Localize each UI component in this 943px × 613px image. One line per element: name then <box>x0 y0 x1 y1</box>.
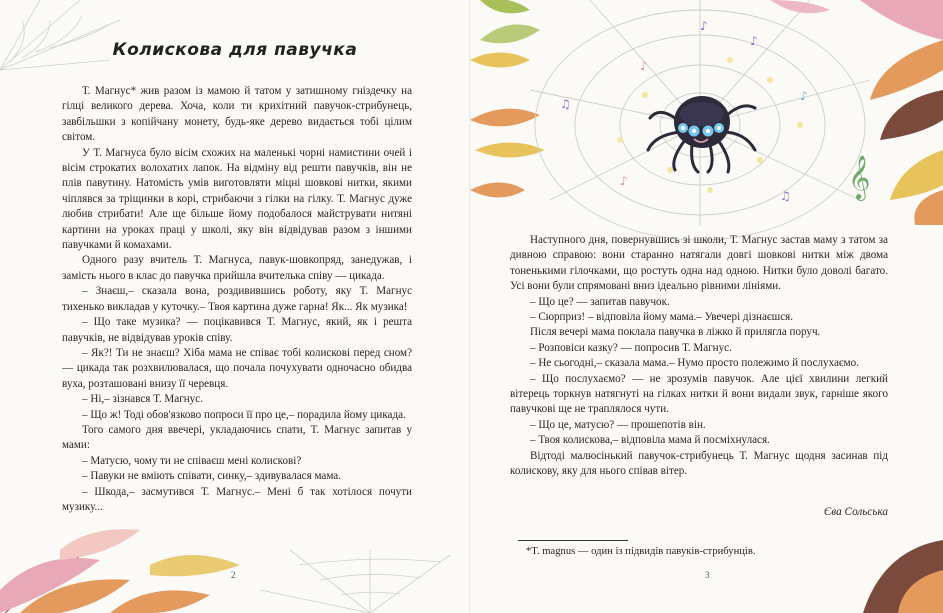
paragraph: Одного разу вчитель Т. Магнуса, павук-шовкопряд, занедужав, і замість нього в клас до павучка прийшла вчителька співу — цикада. <box>62 254 412 282</box>
svg-text:♫: ♫ <box>780 189 791 203</box>
paragraph: – Що ж! Тоді обов'язково попроси її про це,– порадила йому цикада. <box>82 408 406 421</box>
paragraph: – Що таке музика? — поцікавився Т. Магнус, який, як і решта павучків, не відвідував уроків співу. <box>62 316 412 344</box>
left-page <box>0 0 470 613</box>
page-number-right: 3 <box>705 570 710 580</box>
paragraph: – Що це? — запитав павучок. <box>530 295 670 308</box>
page-number-left: 2 <box>231 570 236 580</box>
leaves-illustration-left-bottom <box>0 520 250 613</box>
paragraph: Відтоді малюсінький павучок-стрибунець Т. Магнус щодня засинав під колискову, яку для нього співав вітер. <box>510 449 888 478</box>
story-title: Колискова для павучка <box>112 40 358 60</box>
cobweb-bottom-left <box>250 550 470 613</box>
leaves-illustration-right-bottom <box>843 520 943 613</box>
right-page <box>470 0 943 613</box>
svg-text:♪: ♪ <box>750 34 758 48</box>
leaves-left-edge <box>470 0 545 198</box>
svg-text:♪: ♪ <box>700 19 708 33</box>
paragraph: – Що послухаємо? — не зрозумів павучок. Але цієї хвилини легкий вітерець торкнув натягнуті на гілках нитки й вони видали звук, гарніше якого павучкові ще не траплялося чути. <box>510 372 888 416</box>
paragraph: Після вечері мама поклала павучка в ліжко й прилягла поруч. <box>530 326 821 339</box>
spider-character <box>648 96 755 172</box>
right-page-text <box>510 233 888 480</box>
svg-text:♪: ♪ <box>800 89 808 103</box>
spider-web-illustration <box>470 0 943 225</box>
author-signature: Єва Сольська <box>823 506 888 518</box>
paragraph: – Матусю, чому ти не співаєш мені колискові? <box>82 454 302 467</box>
paragraph: – Шкода,– засмутився Т. Магнус.– Мені б так хотілося почути музику... <box>62 485 412 513</box>
svg-text:𝄞: 𝄞 <box>848 155 871 199</box>
paragraph: Того самого дня ввечері, укладаючись спати, Т. Магнус запитав у мами: <box>62 423 412 452</box>
paragraph: – Що це, матусю? — прошепотів він. <box>530 418 706 431</box>
paragraph: – Знаєш,– сказала вона, роздивившись роботу, яку Т. Магнус тихенько викладав у куточку.– Твоя картина дуже гарна! Як... Як музика! <box>62 285 412 313</box>
paragraph: Наступного дня, повернувшись зі школи, Т. Магнус застав маму з татом за дивною справою: вони старанно натягали довгі шовкові нитки між двома тоненькими гілочками, що ростуть одна над одною. Нитки було доволі багато. Усі вони були спрямовані вниз ідеально рівними лініями. <box>510 234 888 293</box>
paragraph: – Не сьогодні,– сказала мама.– Нумо просто полежимо й послухаємо. <box>530 357 860 370</box>
paragraph: Т. Магнус* жив разом із мамою й татом у затишному гніздечку на гілці великого дерева. Хоча, коли ти крихітний павучок-стрибунець, завбільшки з копійчану монету, будь-яке дерево видається тобі цілим світом. <box>62 85 412 144</box>
paragraph: – Твоя колискова,– відповіла мама й посміхнулася. <box>530 434 770 447</box>
paragraph: – Як?! Ти не знаєш? Хіба мама не співає тобі колискові перед сном? — цикада так розхвилювалася, що почала почухувати одночасно обидва вуха, розташовані внизу її черевця. <box>62 346 412 390</box>
paragraph: У Т. Магнуса було вісім схожих на маленькі чорні намистини очей і вісім строкатих волохатих лапок. На відміну від решти павучків, він не плів павутину. Натомість умів виготовляти міцні шовкові нитки, якими чіплявся за тріщинки в корі, стрибаючи з гілки на гілку. Т. Магнус дуже любив стрибати! Але ще більше йому подобалося майструвати нитяні картини на уроках праці у школі, яку він відвідував разом з іншими павучками й комахами. <box>62 146 412 252</box>
paragraph: – Ні,– зізнався Т. Магнус. <box>82 393 203 406</box>
paragraph: – Розповіси казку? — попросив Т. Магнус. <box>530 341 732 354</box>
svg-text:♪: ♪ <box>620 174 628 188</box>
left-page-text <box>62 84 412 515</box>
footnote-divider <box>518 540 628 541</box>
paragraph: – Сюрприз! – відповіла йому мама.– Увечері дізнаєшся. <box>530 311 793 324</box>
footnote: *T. magnus — один із підвидів павуків-стрибунців. <box>526 546 756 557</box>
svg-text:♪: ♪ <box>640 59 648 73</box>
paragraph: – Павуки не вміють співати, синку,– здивувалася мама. <box>82 470 341 483</box>
svg-text:♫: ♫ <box>560 97 571 111</box>
